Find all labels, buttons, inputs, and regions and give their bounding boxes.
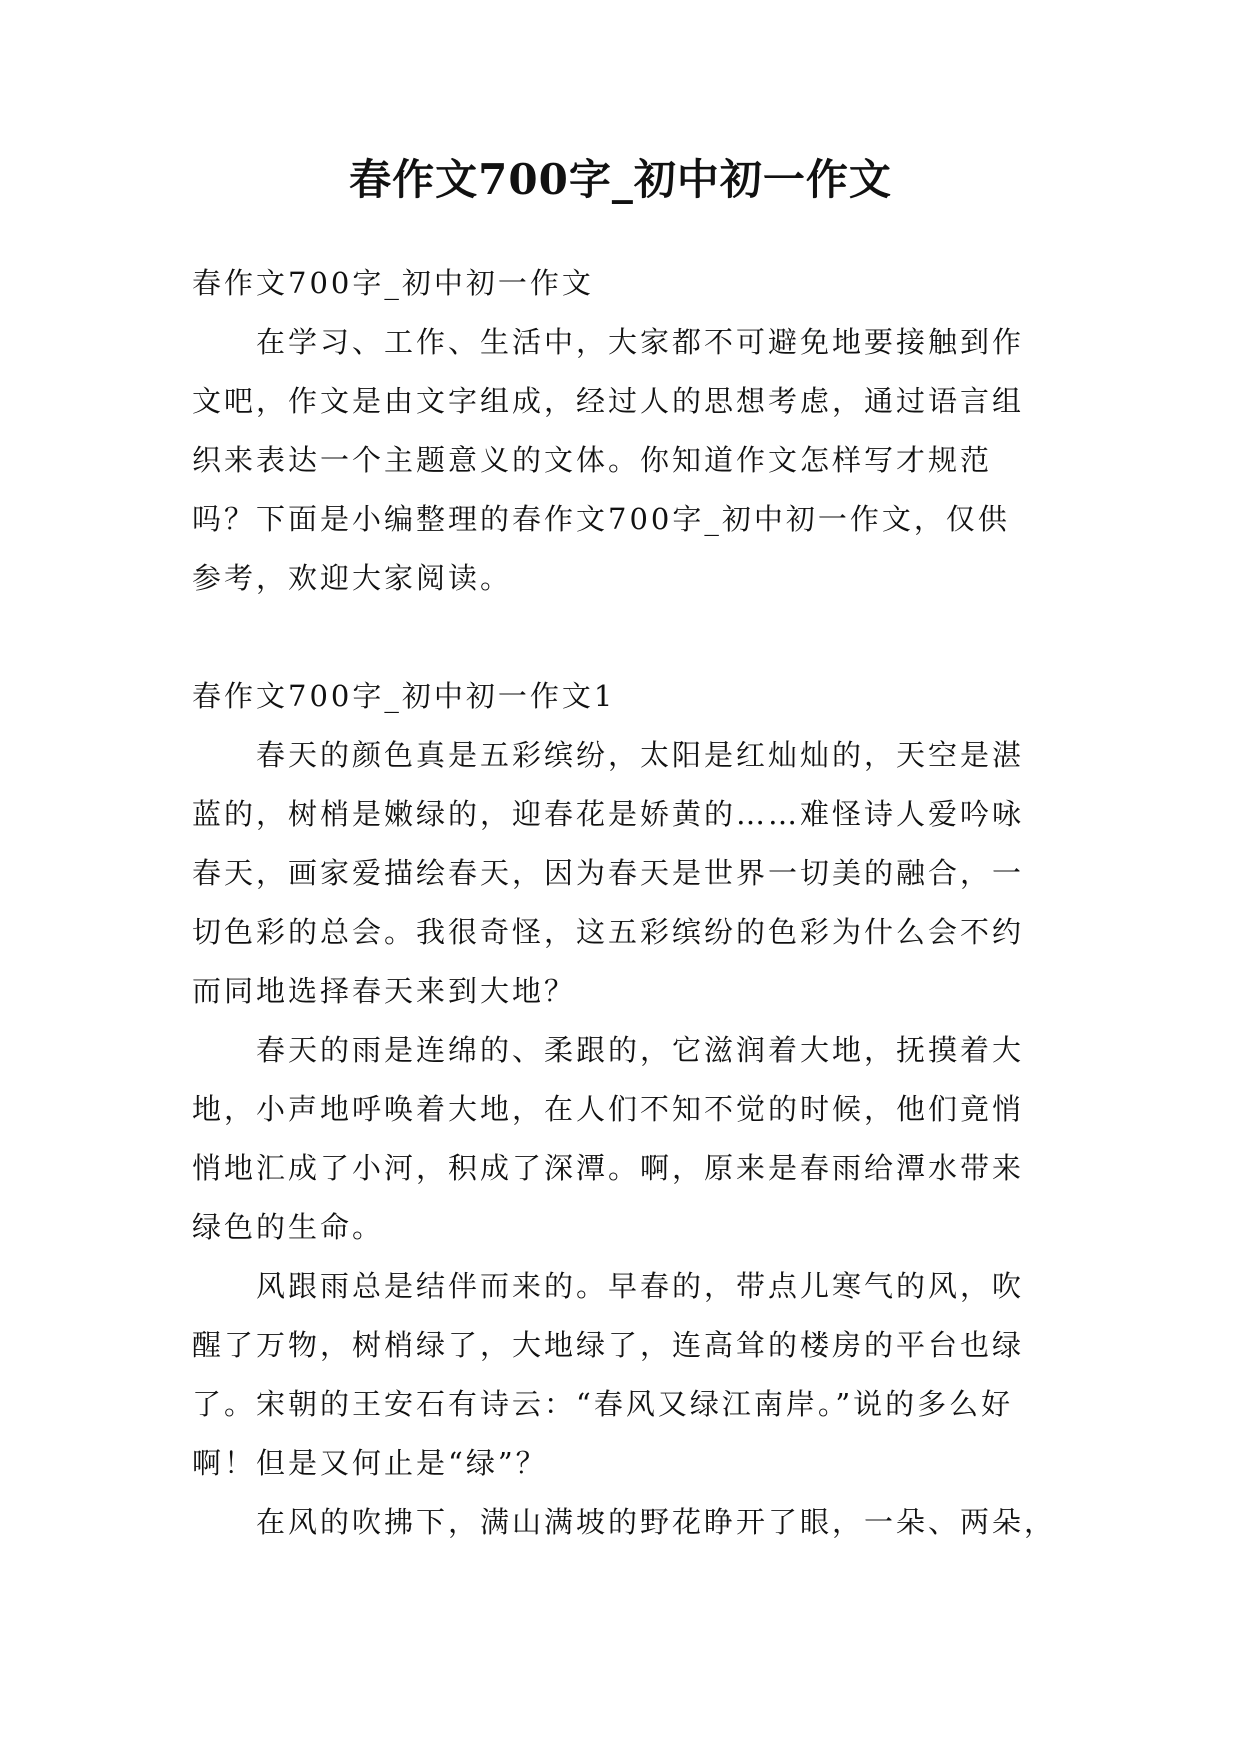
paragraph-line: 悄地汇成了小河，积成了深潭。啊，原来是春雨给潭水带来 <box>192 1151 1025 1185</box>
paragraph-line: 切色彩的总会。我很奇怪，这五彩缤纷的色彩为什么会不约 <box>192 915 1025 949</box>
intro-heading: 春作文700字_初中初一作文 <box>192 266 594 300</box>
paragraph-line: 春天，画家爱描绘春天，因为春天是世界一切美的融合，一 <box>192 856 1025 890</box>
paragraph-line: 啊！但是又何止是“绿”？ <box>192 1446 548 1480</box>
document-title: 春作文700字_初中初一作文 <box>349 155 892 204</box>
paragraph-line: 而同地选择春天来到大地？ <box>192 974 577 1008</box>
paragraph-line: 在风的吹拂下，满山满坡的野花睁开了眼，一朵、两朵， <box>256 1505 1057 1539</box>
paragraph-line: 春天的雨是连绵的、柔跟的，它滋润着大地，抚摸着大 <box>256 1033 1025 1067</box>
intro-line: 文吧，作文是由文字组成，经过人的思想考虑，通过语言组 <box>192 384 1025 418</box>
intro-line: 在学习、工作、生活中，大家都不可避免地要接触到作 <box>256 325 1025 359</box>
section-heading: 春作文700字_初中初一作文1 <box>192 679 616 713</box>
document-body <box>192 254 1057 1552</box>
paragraph-line: 了。宋朝的王安石有诗云：“春风又绿江南岸。”说的多么好 <box>192 1387 1014 1421</box>
paragraph-line: 绿色的生命。 <box>192 1210 385 1244</box>
paragraph-line: 风跟雨总是结伴而来的。早春的，带点儿寒气的风，吹 <box>256 1269 1025 1303</box>
paragraph-line: 醒了万物，树梢绿了，大地绿了，连高耸的楼房的平台也绿 <box>192 1328 1025 1362</box>
paragraph-line: 蓝的，树梢是嫩绿的，迎春花是娇黄的……难怪诗人爱吟咏 <box>192 797 1025 831</box>
paragraph-line: 春天的颜色真是五彩缤纷，太阳是红灿灿的，天空是湛 <box>256 738 1025 772</box>
paragraph-line: 地，小声地呼唤着大地，在人们不知不觉的时候，他们竟悄 <box>192 1092 1025 1126</box>
intro-line: 吗？下面是小编整理的春作文700字_初中初一作文，仅供 <box>192 502 1010 536</box>
paragraph-spacer <box>192 608 1052 667</box>
intro-line: 织来表达一个主题意义的文体。你知道作文怎样写才规范 <box>192 443 993 477</box>
intro-line: 参考，欢迎大家阅读。 <box>192 561 513 595</box>
